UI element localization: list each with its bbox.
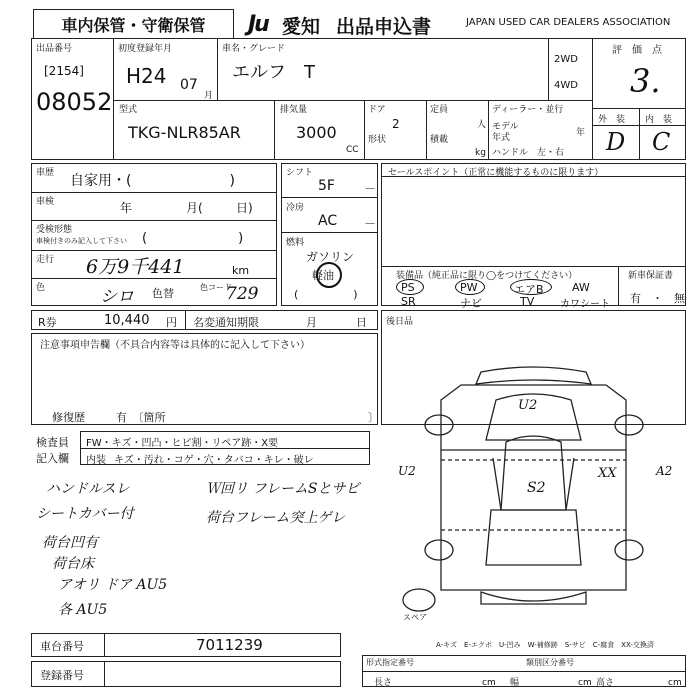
lot-label: 出品番号 (36, 44, 73, 54)
model-year-label: モデル (492, 122, 519, 132)
recycle-label: R券 (38, 316, 57, 329)
ac-value: AC (318, 213, 338, 229)
inspector-interior-row: キズ・汚れ・コゲ・穴・タバコ・キレ・破レ (114, 455, 314, 466)
hw-note-1: ハンドルスレ (46, 481, 130, 497)
repair-history-value: 有 〔箇所 (116, 411, 166, 424)
inspector-interior-label: 内装 (86, 455, 106, 466)
inspection-label: 車検 (36, 197, 55, 207)
shift-label: シフト (286, 168, 314, 178)
equip-pw-circle (455, 279, 485, 295)
interior-grade: C (652, 128, 671, 156)
hw-note-5: アオリ ドア AU5 (58, 577, 168, 593)
front-left-wheel (425, 415, 453, 435)
car-name: エルフ T (232, 62, 315, 83)
lot-number: 08052 (36, 88, 113, 116)
cert-label-1: 形式指定番号 (366, 658, 414, 667)
form-change-paren: ( ) (142, 231, 244, 246)
hw-note-4: 荷台床 (52, 556, 94, 572)
cert-label-2: 類別区分番号 (526, 658, 574, 667)
damage-legend: A-キズ E-エクボ U-凹み W-補修跡 S-サビ C-腐食 XX-交換済 (436, 641, 654, 649)
mileage-unit: km (232, 264, 250, 277)
displacement-value: 3000 (296, 123, 337, 142)
equip-aw: AW (572, 281, 590, 294)
load-unit: kg (475, 148, 486, 158)
length-unit: cm (482, 678, 496, 688)
drive-4wd: 4WD (554, 80, 578, 91)
capacity-label: 定員 (430, 105, 449, 115)
lot-sub: [2154] (44, 64, 84, 78)
first-reg-year: H24 (126, 64, 167, 88)
history-label: 車歴 (36, 168, 55, 178)
shift-dash: － (364, 182, 377, 196)
cab-shape (501, 436, 566, 510)
name-change-label: 名変通知期限 (193, 316, 259, 329)
load-label: 積載 (430, 135, 449, 145)
exterior-grade: D (606, 128, 626, 156)
notes-label: 注意事項申告欄（不具合内容等は具体的に記入して下さい） (40, 340, 310, 351)
chassis-label: 車台番号 (40, 640, 84, 653)
name-change-month: 月 (306, 316, 317, 329)
ac-label: 冷房 (286, 203, 305, 213)
ju-logo: Ju (248, 12, 268, 37)
recycle-value: 10,440 (104, 313, 150, 328)
shift-value: 5F (318, 178, 335, 194)
warranty-label: 新車保証書 (628, 271, 674, 281)
grade-value: 3. (630, 62, 661, 100)
hw-note-3: 荷台凹有 (42, 535, 98, 551)
drive-2wd: 2WD (554, 54, 578, 65)
displacement-unit: CC (346, 145, 359, 155)
handle-label: ハンドル 左・右 (492, 148, 565, 158)
hw-note-right-1: Ｗ回リ フレームSとサビ (206, 481, 360, 497)
fuel-diesel: 軽油 (312, 269, 334, 282)
first-reg-label: 初度登録年月 (118, 44, 173, 54)
inspector-label-2: 記入欄 (36, 452, 69, 465)
repair-history-label: 修復歴 (52, 411, 85, 424)
fuel-label: 燃料 (286, 238, 305, 248)
mark-right: XX (598, 466, 617, 481)
spare-tire (403, 589, 435, 611)
name-change-day: 日 (356, 316, 367, 329)
height-unit: cm (668, 678, 682, 688)
rear-right-wheel (615, 540, 643, 560)
hw-note-6: 各 AU5 (58, 602, 108, 618)
inspection-year: 年 (120, 201, 133, 215)
mark-left: U2 (398, 464, 416, 478)
dealer-label: ディーラー・並行 (492, 105, 564, 115)
exterior-label: 外 装 (598, 115, 626, 125)
height-label: 高さ (596, 678, 615, 688)
form-change-note: 車検付きのみ記入して下さい (36, 237, 127, 245)
inspection-day: 日) (236, 201, 253, 215)
recycle-unit: 円 (166, 316, 177, 329)
year-unit: 年 (576, 128, 586, 138)
first-reg-month-unit: 月 (204, 91, 214, 101)
equip-tv: TV (520, 295, 535, 308)
equip-ps: PS (401, 281, 415, 294)
car-name-label: 車名・グレード (222, 44, 286, 54)
mileage-value: 6万9千441 (86, 256, 185, 278)
equip-airbag: エアB (514, 283, 544, 296)
year-label: 年式 (492, 133, 511, 143)
color-code-label: 色コード (200, 283, 232, 292)
history-value: 自家用・( ) (70, 173, 235, 189)
shape-label: 形状 (368, 135, 387, 145)
equip-pw: PW (460, 281, 478, 294)
doors-value: 2 (392, 117, 400, 131)
color-code: 729 (226, 284, 259, 304)
length-label: 長さ (374, 678, 393, 688)
equipment-label: 装備品（純正品に限り◯をつけてください） (396, 271, 578, 281)
inspector-exterior-row: FW・キズ・凹凸・ヒビ割・リペア跡・X要 (86, 438, 279, 449)
front-right-wheel (615, 415, 643, 435)
chassis-number: 7011239 (196, 636, 263, 654)
model-label: 型式 (119, 105, 138, 115)
ac-dash: － (364, 217, 377, 231)
equip-sr: SR (401, 295, 416, 308)
fuel-gasoline: ガソリン (306, 250, 355, 264)
fuel-paren: ( ) (294, 288, 358, 301)
first-reg-month: 07 (180, 77, 198, 93)
color-change-label: 色替 (152, 287, 174, 300)
equip-leather-seat: カワシート (560, 299, 610, 310)
capacity-unit: 人 (477, 120, 487, 130)
bed-shape (486, 510, 581, 565)
doors-label: ドア (368, 105, 386, 115)
color-label: 色 (36, 283, 46, 293)
mileage-label: 走行 (36, 255, 55, 265)
mark-center: S2 (527, 480, 546, 496)
width-unit: cm (578, 678, 592, 688)
hw-note-right-2: 荷台フレーム突上ゲレ (206, 510, 346, 526)
form-title: 出品申込書 (336, 16, 432, 38)
equip-ps-circle (396, 279, 424, 295)
sales-point-label: セールスポイント（正常に機能するものに限ります） (388, 168, 604, 178)
registration-label: 登録番号 (40, 669, 84, 682)
color-value: シロ (100, 287, 134, 307)
fuel-diesel-circle (316, 262, 342, 288)
spare-label: スペア (403, 613, 427, 622)
model-value: TKG-NLR85AR (128, 123, 241, 142)
interior-label: 内 装 (645, 115, 673, 125)
mark-front: U2 (518, 398, 538, 413)
storage-title: 車内保管・守衛保管 (33, 9, 234, 39)
org-name-en: JAPAN USED CAR DEALERS ASSOCIATION (466, 17, 671, 28)
rear-bumper-shape (481, 592, 586, 604)
displacement-label: 排気量 (280, 105, 308, 115)
grade-label: 評 価 点 (612, 45, 662, 56)
width-label: 幅 (510, 678, 520, 688)
form-change-label: 受検形態 (36, 225, 73, 235)
rear-left-wheel (425, 540, 453, 560)
hw-note-2: シートカバー付 (36, 506, 134, 522)
org-name-jp: 愛知 (282, 16, 321, 38)
inspection-month: 月( (186, 201, 203, 215)
equip-airbag-circle (510, 279, 552, 295)
warranty-value: 有 ・ 無 (630, 292, 685, 305)
inspector-label-1: 検査員 (36, 436, 69, 449)
front-bumper-shape (476, 367, 591, 384)
rear-items-label: 後日品 (386, 317, 414, 327)
equip-navi: ナビ (460, 297, 482, 310)
mark-right2: A2 (656, 464, 673, 478)
